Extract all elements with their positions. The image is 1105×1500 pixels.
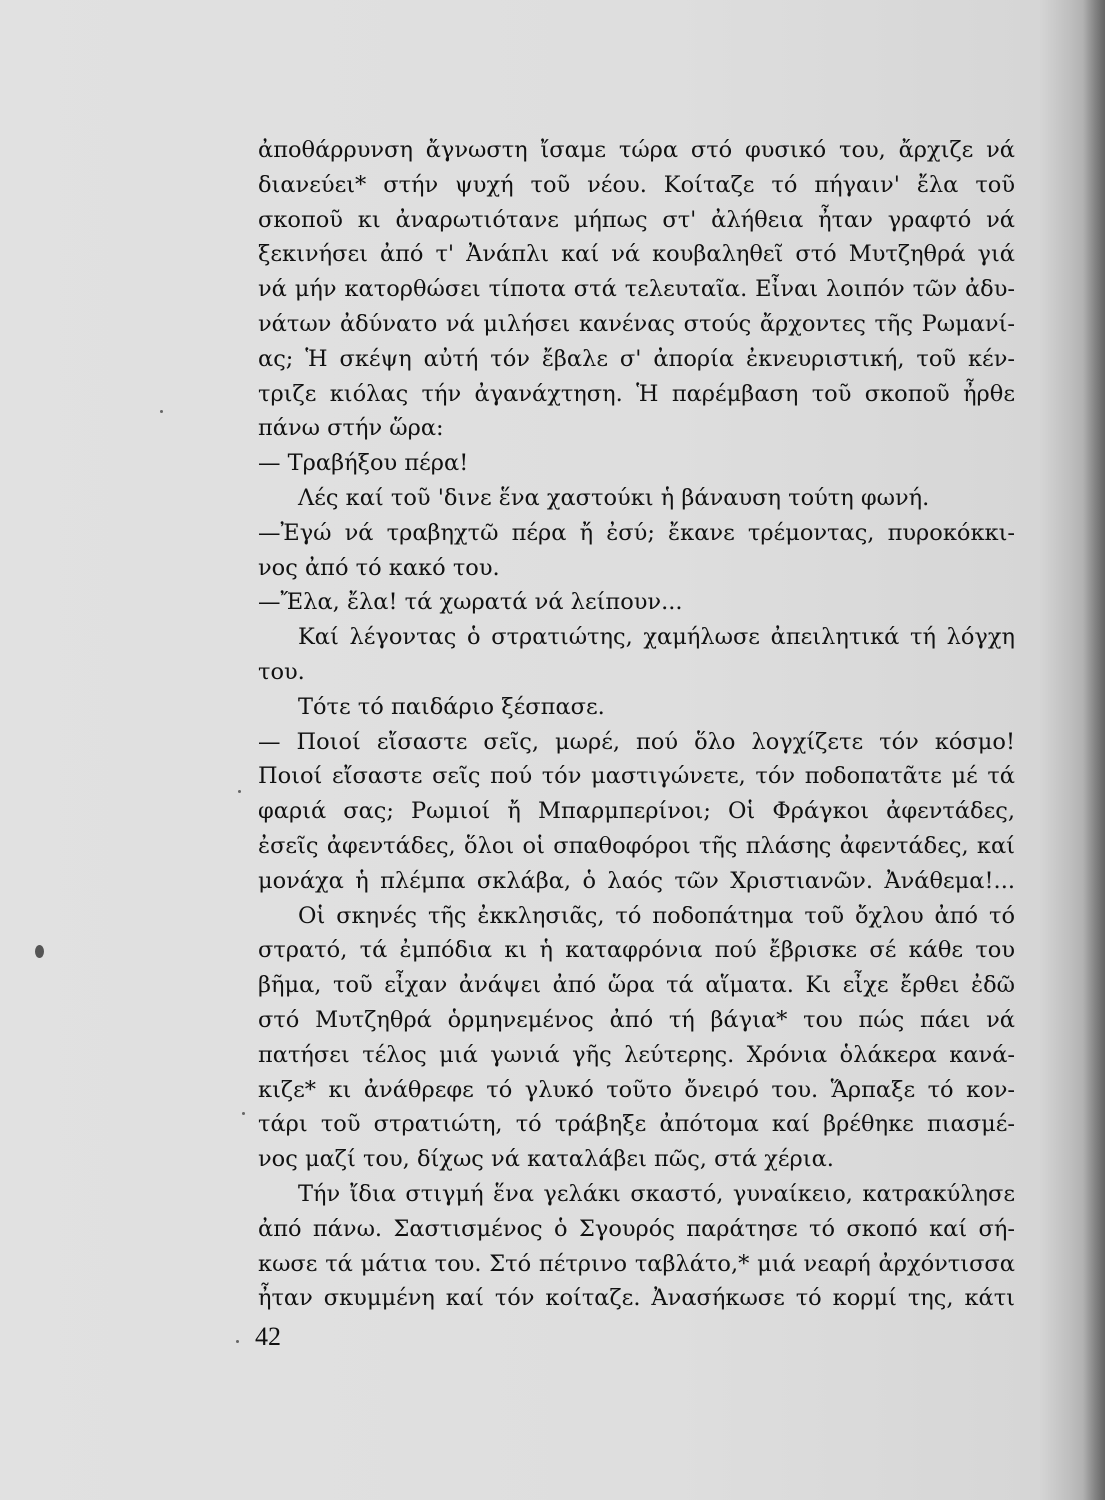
text-line: ἀποθάρρυνση ἄγνωστη ἴσαμε τώρα στό φυσικό του, ἄρχιζε νά <box>258 137 1015 163</box>
text-line: βῆμα, τοῦ εἶχαν ἀνάψει ἀπό ὥρα τά αἵματα. Κι εἶχε ἔρθει ἐδῶ <box>258 972 1015 999</box>
text-line: σκοποῦ κι ἀναρωτιότανε μήπως στ' ἀλήθεια ἦταν γραφτό νά <box>258 206 1015 233</box>
text-line: ας; Ἡ σκέψη αὐτή τόν ἔβαλε σ' ἀπορία ἐκνευριστική, τοῦ κέν- <box>258 345 1015 372</box>
body-text <box>258 133 1015 1316</box>
dust-dot <box>236 1340 239 1343</box>
text-line: ξεκινήσει ἀπό τ' Ἀνάπλι καί νά κουβαληθεῖ στό Μυτζηθρά γιά <box>258 241 1015 268</box>
text-line: ἐσεῖς ἀφεντάδες, ὅλοι οἱ σπαθοφόροι τῆς πλάσης ἀφεντάδες, καί <box>258 832 1015 859</box>
text-line: νος μαζί του, δίχως νά καταλάβει πῶς, στά χέρια. <box>258 1146 834 1173</box>
text-line: — Ποιοί εἴσαστε σεῖς, μωρέ, πού ὅλο λογχίζετε τόν κόσμο! <box>258 728 1015 755</box>
text-line: Ποιοί εἴσαστε σεῖς πού τόν μαστιγώνετε, τόν ποδοπατᾶτε μέ τά <box>258 763 1015 790</box>
text-line: Καί λέγοντας ὁ στρατιώτης, χαμήλωσε ἀπειλητικά τή λόγχη <box>298 624 1015 651</box>
spine-shadow <box>1083 0 1105 1500</box>
text-line: κιζε* κι ἀνάθρεφε τό γλυκό τοῦτο ὄνειρό του. Ἅρπαξε τό κον- <box>258 1076 1015 1103</box>
text-line: πάνω στήν ὥρα: <box>258 415 444 442</box>
text-line: διανεύει* στήν ψυχή τοῦ νέου. Κοίταζε τό πήγαιν' ἔλα τοῦ <box>258 171 1015 198</box>
text-line: —Ἔλα, ἔλα! τά χωρατά νά λείπουν... <box>258 589 683 616</box>
text-line: τριζε κιόλας τήν ἀγανάχτηση. Ἡ παρέμβαση τοῦ σκοποῦ ἦρθε <box>258 380 1015 407</box>
text-line: νά μήν κατορθώσει τίποτα στά τελευταῖα. Εἶναι λοιπόν τῶν ἀδυ- <box>258 276 1015 303</box>
dust-dot <box>238 790 241 793</box>
text-line: του. <box>258 658 305 685</box>
dust-dot <box>242 1112 245 1115</box>
text-line: Λές καί τοῦ 'δινε ἕνα χαστούκι ἡ βάναυση τούτη φωνή. <box>298 484 930 511</box>
text-line: τάρι τοῦ στρατιώτη, τό τράβηξε ἀπότομα καί βρέθηκε πιασμέ- <box>258 1111 1015 1138</box>
page-number: 42 <box>255 1322 281 1351</box>
text-line: νάτων ἀδύνατο νά μιλήσει κανένας στούς ἄρχοντες τῆς Ρωμανί- <box>258 310 1015 337</box>
text-line: —Ἐγώ νά τραβηχτῶ πέρα ἤ ἐσύ; ἔκανε τρέμοντας, πυροκόκκι- <box>258 519 1015 546</box>
text-line: Τήν ἴδια στιγμή ἕνα γελάκι σκαστό, γυναίκειο, κατρακύλησε <box>298 1180 1015 1207</box>
text-line: ἀπό πάνω. Σαστισμένος ὁ Σγουρός παράτησε τό σκοπό καί σή- <box>258 1215 1015 1242</box>
text-line: ἦταν σκυμμένη καί τόν κοίταζε. Ἀνασήκωσε τό κορμί της, κάτι <box>258 1285 1015 1312</box>
text-line: πατήσει τέλος μιά γωνιά γῆς λεύτερης. Χρόνια ὁλάκερα κανά- <box>258 1041 1015 1068</box>
text-line: Τότε τό παιδάριο ξέσπασε. <box>298 693 605 720</box>
text-line: φαριά σας; Ρωμιοί ἤ Μπαρμπερίνοι; Οἱ Φράγκοι ἀφεντάδες, <box>258 798 1015 825</box>
dust-dot <box>160 410 163 413</box>
text-line: στρατό, τά ἐμπόδια κι ἡ καταφρόνια πού ἔβρισκε σέ κάθε του <box>258 937 1015 964</box>
text-line: κωσε τά μάτια του. Στό πέτρινο ταβλάτο,* μιά νεαρή ἀρχόντισσα <box>258 1250 1015 1277</box>
text-line: νος ἀπό τό κακό του. <box>258 554 500 581</box>
ink-speck <box>35 945 44 958</box>
text-line: Οἱ σκηνές τῆς ἐκκλησιᾶς, τό ποδοπάτημα τοῦ ὄχλου ἀπό τό <box>298 902 1015 929</box>
text-line: — Τραβήξου πέρα! <box>258 450 469 477</box>
text-line: στό Μυτζηθρά ὁρμηνεμένος ἀπό τή βάγια* του πώς πάει νά <box>258 1006 1015 1033</box>
text-line: μονάχα ἡ πλέμπα σκλάβα, ὁ λαός τῶν Χριστιανῶν. Ἀνάθεμα!... <box>258 867 1015 894</box>
